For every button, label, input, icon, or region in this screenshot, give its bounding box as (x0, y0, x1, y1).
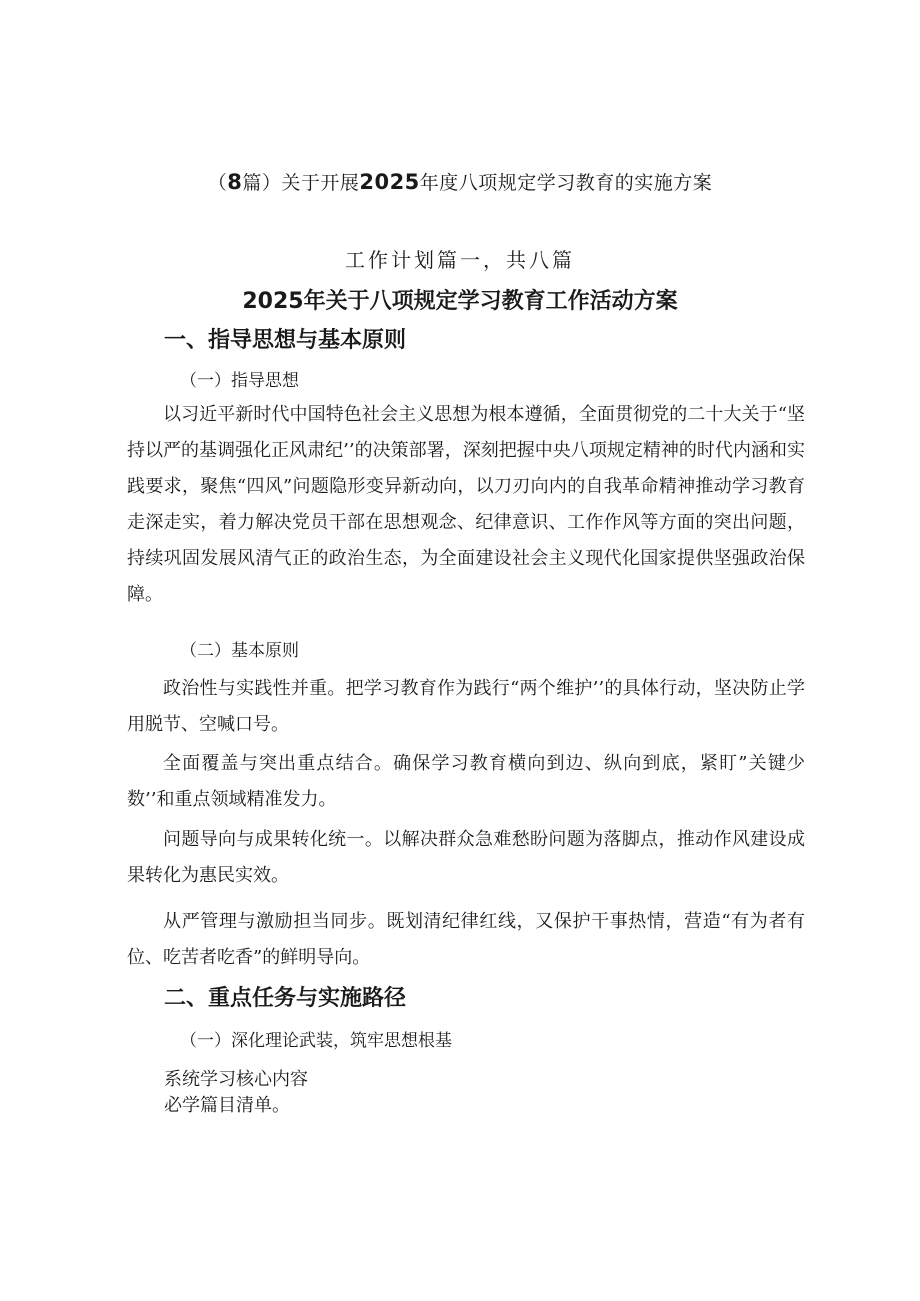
section-heading-2: 二、重点任务与实施路径 (164, 986, 407, 1011)
subheading-theory: （一）深化理论武装，筑牢思想根基 (180, 1031, 452, 1051)
subheading-basic-principles: （二）基本原则 (180, 641, 299, 661)
title-prefix: （ (207, 172, 228, 194)
principle-paragraph-1: 政治性与实践性并重。把学习教育作为践行“两个维护’’的具体行动，坚决防止学用脱节、空喊口号。 (127, 678, 805, 735)
document-subtitle: 工作计划篇一，共八篇 (345, 248, 575, 272)
paragraph-guiding-thought: 以习近平新时代中国特色社会主义思想为根本遵循，全面贯彻党的二十大关于“坚持以严的基调强化正风肃纪’’的决策部署，深刻把握中央八项规定精神的时代内涵和实践要求，聚焦“四风”问题隐形变异新动向，以刀刃向内的自我革命精神推动学习教育走深走实，着力解决党员干部在思想观念、纪律意识、工作作风等方面的突出问题，持续巩固发展风清气正的政治生态，为全面建设社会主义现代化国家提供坚强政治保障。 (127, 404, 805, 605)
title-mid: 篇）关于开展 (242, 172, 360, 194)
subheading-guiding-thought: （一）指导思想 (180, 371, 299, 391)
main-title: 2025年关于八项规定学习教育工作活动方案 (242, 289, 678, 314)
content-line-1: 系统学习核心内容 (164, 1069, 308, 1090)
principle-paragraph-4: 从严管理与激励担当同步。既划清纪律红线，又保护干事热情，营造“有为者有位、吃苦者吃香”的鲜明导向。 (127, 911, 805, 968)
principle-paragraph-2: 全面覆盖与突出重点结合。确保学习教育横向到边、纵向到底，紧盯”关键少数’’和重点领域精准发力。 (127, 753, 805, 810)
title-suffix: 年度八项规定学习教育的实施方案 (419, 172, 713, 194)
content-line-2: 必学篇目清单。 (164, 1095, 290, 1116)
document-title (0, 168, 920, 195)
principle-paragraph-3: 问题导向与成果转化统一。以解决群众急难愁盼问题为落脚点，推动作风建设成果转化为惠民实效。 (127, 829, 805, 886)
title-year: 2025 (359, 170, 420, 194)
title-number: 8 (227, 170, 243, 194)
section-heading-1: 一、指导思想与基本原则 (164, 328, 407, 353)
